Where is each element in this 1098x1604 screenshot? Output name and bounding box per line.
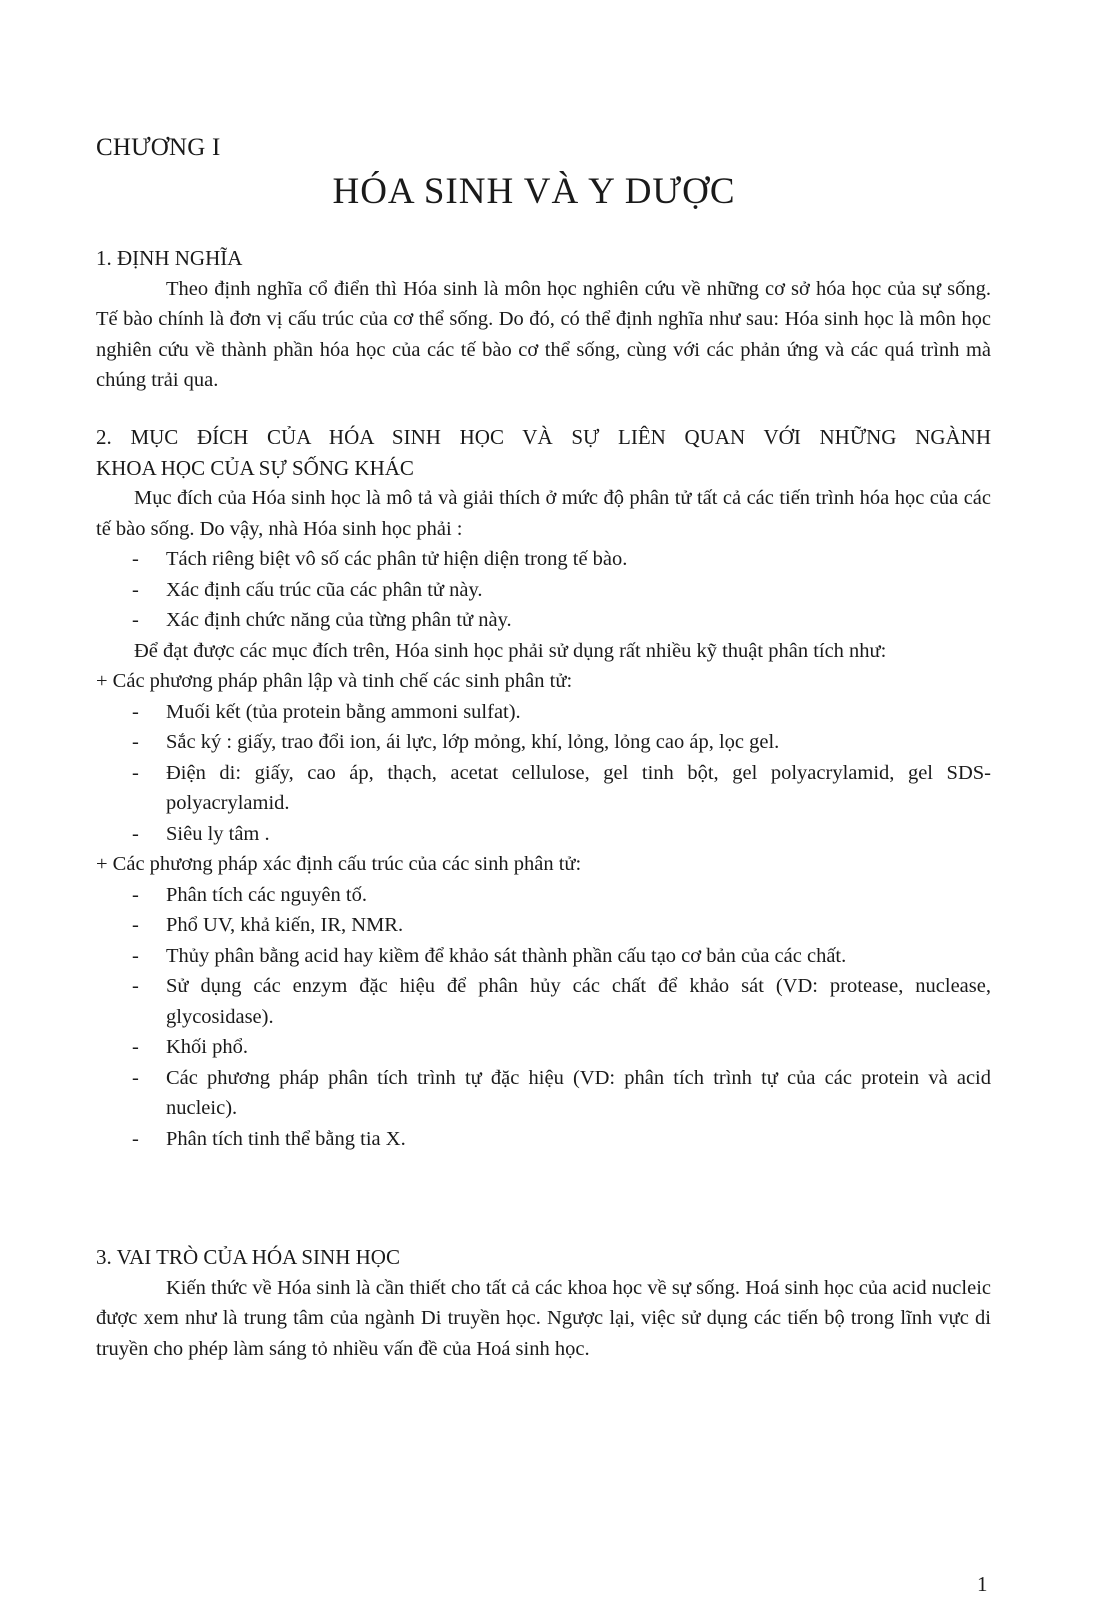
role-paragraph: Kiến thức về Hóa sinh là cần thiết cho tất cả các khoa học về sự sống. Hoá sinh học của acid nucleic được xem như là trung tâm của ngành Di truyền học. Ngược lại, việc sử dụng các tiến bộ trong lĩnh vực di truyền cho phép làm sáng tỏ nhiều vấn đề của Hoá sinh học. [96,1276,991,1360]
section-definition [96,243,991,396]
section-heading-line-1: 2. MỤC ĐÍCH CỦA HÓA SINH HỌC VÀ SỰ LIÊN QUAN VỚI NHỮNG NGÀNH [96,425,991,449]
section-heading: 3. VAI TRÒ CỦA HÓA SINH HỌC [96,1245,400,1269]
section-role [96,1242,991,1364]
bullet-dash: - [132,548,139,570]
section-heading-line-2: KHOA HỌC CỦA SỰ SỐNG KHÁC [96,455,414,480]
group-title-isolation: + Các phương pháp phân lập và tinh chế các sinh phân tử: [96,670,573,692]
bullet-dash: - [132,944,139,967]
list-item: - Muối kết (tủa protein bằng ammoni sulfat). [132,697,991,728]
list-item: - Phổ UV, khả kiến, IR, NMR. [132,910,991,941]
list-item: - Thủy phân bằng acid hay kiềm để khảo sát thành phần cấu tạo cơ bản của các chất. [132,941,991,972]
list-item: - Phân tích tinh thể bằng tia X. [132,1124,991,1155]
list-item: - Sử dụng các enzym đặc hiệu để phân hủy các chất để khảo sát (VD: protease, nuclease, glycosidase). [132,971,991,1032]
bullet-dash: - [132,822,139,845]
section-purpose [96,422,991,1154]
bullet-dash: - [132,883,139,906]
purpose-paragraph: Mục đích của Hóa sinh học là mô tả và giải thích ở mức độ phân tử tất cả các tiến trình hóa học của các tế bào sống. Do vậy, nhà Hóa sinh học phải : [96,487,991,540]
list-item: - Tách riêng biệt vô số các phân tử hiện diện trong tế bào. [132,544,991,575]
techniques-paragraph: Để đạt được các mục đích trên, Hóa sinh học phải sử dụng rất nhiều kỹ thuật phân tích như: [134,639,887,662]
chapter-label: CHƯƠNG I [96,134,221,161]
bullet-dash: - [132,1066,139,1089]
bullet-dash: - [132,1036,139,1058]
list-item: - Các phương pháp phân tích trình tự đặc hiệu (VD: phân tích trình tự của các protein và acid nucleic). [132,1063,991,1124]
list-item: - Siêu ly tâm . [132,819,991,850]
list-item: - Xác định chức năng của từng phân tử này. [132,605,991,636]
list-item: - Điện di: giấy, cao áp, thạch, acetat cellulose, gel tinh bột, gel polyacrylamid, gel SDS-polyacrylamid. [132,758,991,819]
bullet-dash: - [132,700,139,723]
bullet-dash: - [132,578,139,601]
bullet-dash: - [132,761,139,784]
definition-paragraph: Theo định nghĩa cổ điển thì Hóa sinh là môn học nghiên cứu về những cơ sở hóa học của sự sống. Tế bào chính là đơn vị cấu trúc của cơ thể sống. Do đó, có thể định nghĩa như sau: Hóa sinh học là môn học nghiên cứu về thành phần hóa học của các tế bào cơ thể sống, cùng với các phản ứng và các quá trình mà chúng trải qua. [96,277,991,391]
section-heading: 1. ĐỊNH NGHĨA [96,246,243,270]
list-item: - Khối phổ. [132,1032,991,1063]
chapter-title: HÓA SINH VÀ Y DƯỢC [332,171,736,212]
group-title-structure: + Các phương pháp xác định cấu trúc của các sinh phân tử: [96,853,582,875]
bullet-dash: - [132,1127,139,1150]
page-number: 1 [977,1572,988,1596]
list-item: - Phân tích các nguyên tố. [132,880,991,911]
list-item: - Sắc ký : giấy, trao đổi ion, ái lực, lớp mỏng, khí, lỏng, lỏng cao áp, lọc gel. [132,727,991,758]
bullet-dash: - [132,975,139,997]
bullet-dash: - [132,914,139,936]
list-item: - Xác định cấu trúc cũa các phân tử này. [132,575,991,606]
bullet-dash: - [132,609,139,631]
bullet-dash: - [132,731,139,753]
